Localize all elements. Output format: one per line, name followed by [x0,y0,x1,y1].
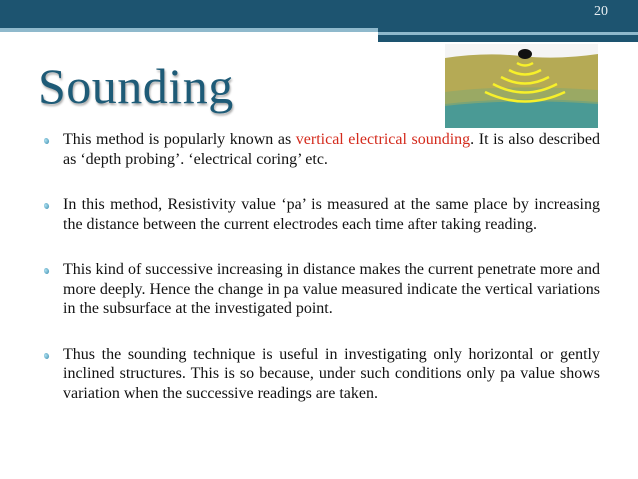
highlight-text: vertical electrical sounding [295,131,471,148]
sounding-illustration [445,44,598,128]
bullet-item [38,260,600,319]
bullet-list [38,130,600,429]
header-notch [378,28,638,42]
bullet-icon [43,352,50,359]
electrode-icon [518,49,532,59]
bullet-text: In this method, Resistivity value ‘pa’ is measured at the same place by increasing the distance between the current electrodes each time after taking reading. [63,196,600,233]
header-notch-accent [378,32,638,35]
bullet-item [38,130,600,169]
bullet-text: . It is also described as ‘depth probing’. ‘electrical coring’ etc. [63,131,600,168]
bullet-text: Thus the sounding technique is useful in investigating only horizontal or gently inclined structures. This is so because, under such conditions only pa value shows variation when the successive readings are taken. [63,345,600,402]
bullet-icon [43,267,50,274]
bullet-text: This method is popularly known as [63,131,296,148]
bullet-text: This kind of successive increasing in distance makes the current penetrate more and more deeply. Hence the change in pa value measured indicate the vertical variations in the subsurface at the investigated point. [63,261,600,317]
bullet-item [38,345,600,404]
bullet-item [38,195,600,234]
slide-title: Sounding [38,58,234,114]
bullet-icon [43,202,50,209]
bullet-icon [43,137,50,144]
slide-number: 20 [594,4,608,19]
header-bar [0,0,638,28]
